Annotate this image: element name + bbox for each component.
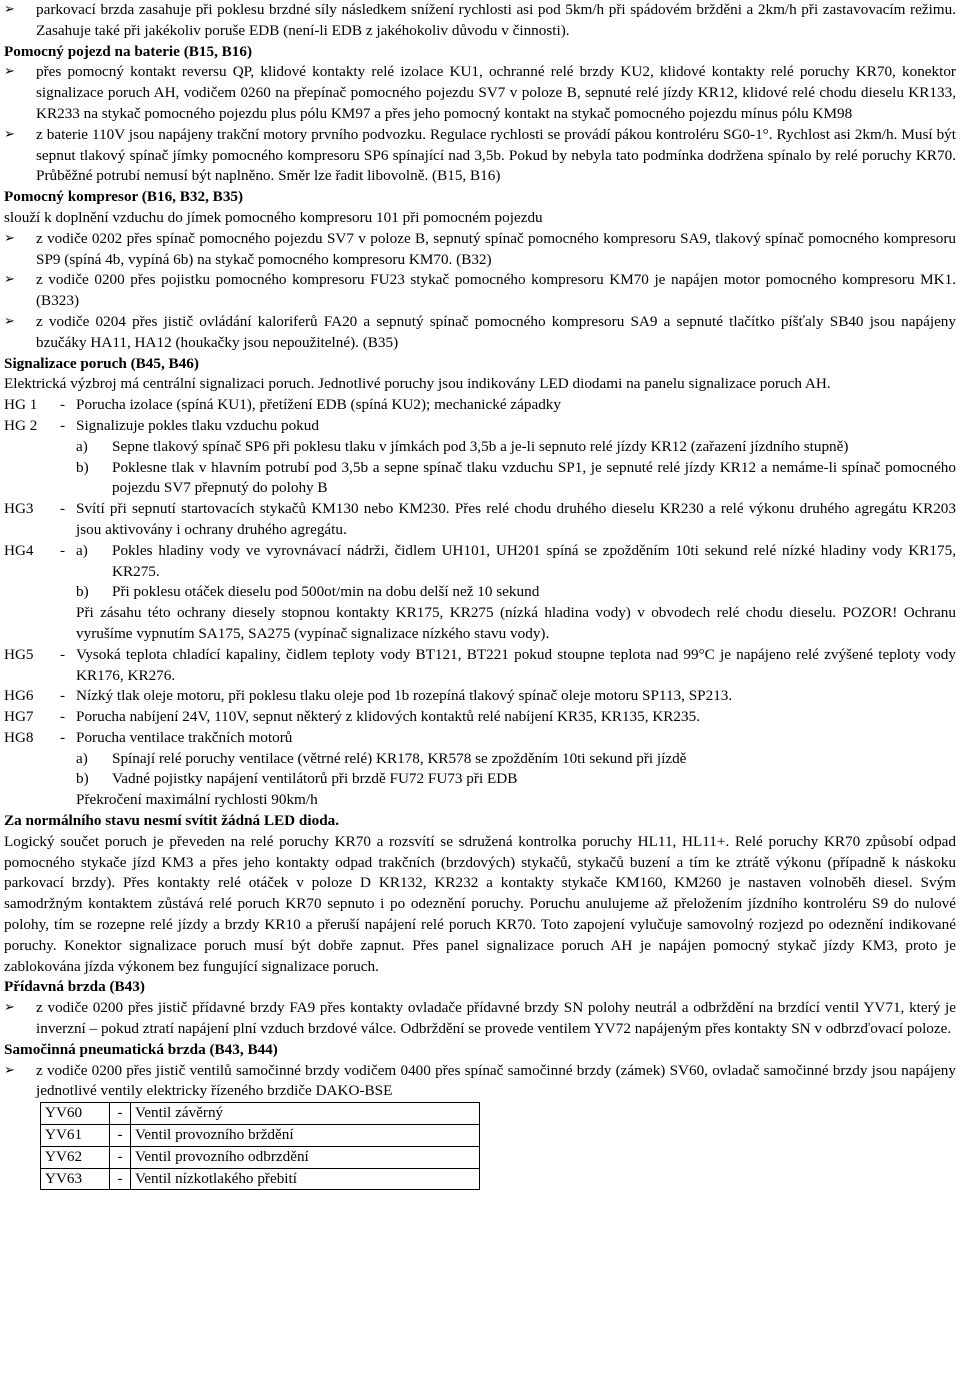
hg-text: Porucha nabíjení 24V, 110V, sepnut některý z klidových kontaktů relé nabíjení KR35, KR135, KR235. bbox=[76, 708, 701, 726]
table-row bbox=[41, 1103, 480, 1125]
hg-label: HG 2 bbox=[4, 416, 38, 434]
hg-item bbox=[4, 395, 956, 416]
dash: - bbox=[110, 1125, 131, 1147]
bullet-text: parkovací brzda zasahuje při poklesu brzdné síly následkem snížení rychlosti asi pod 5km/h při spádovém bržděni a 2km/h při zastavovacím režimu. Zasahuje také při jakékoliv poruše EDB (není-li EDB z jakéhokoliv důvodu v činnosti). bbox=[36, 1, 956, 39]
subitem-text: Pokles hladiny vody ve vyrovnávací nádrži, čidlem UH101, UH201 spíná se zpožděním 10ti sekund relé nízké hladiny vody KR175, KR275. bbox=[112, 541, 956, 580]
hg-text: Vysoká teplota chladící kapaliny, čidlem teploty vody BT121, BT221 pokud stoupne teplota nad 99°C je napájeno relé zvýšené teploty vody KR176, KR276. bbox=[76, 645, 956, 684]
subitem-text: Při poklesu otáček dieselu pod 500ot/min na dobu delší než 10 sekund bbox=[112, 583, 540, 601]
valve-description: Ventil nízkotlakého přebití bbox=[131, 1168, 480, 1190]
bullet-text: z baterie 110V jsou napájeny trakční motory prvního podvozku. Regulace rychlosti se provádí pákou kontroléru SG0-1°. Rychlost asi 2km/h. Musí být sepnut tlakový spínač jímky pomocného kompresoru SP6 spínající nad 3,5b. Pokud by nebyla tato podmínka dodržena spínalo by relé poruchy KR70. Průběžné potrubí nemusí být naplněno. Směr lze řadit libovolně. (B15, B16) bbox=[36, 125, 956, 185]
bullet-text: z vodiče 0200 přes jistič přídavné brzdy FA9 přes kontakty ovladače přídavné brzdy SN polohy neutrál a odbrždění na brzdící ventil YV71, který je inverzní – pokud ztratí napájení plní vzduch brzdové válce. Odbrždění se provede ventilem YV72 napájeným přes kontakty SN v odbrzďovací poloze. bbox=[36, 999, 956, 1038]
subitem-marker: a) bbox=[76, 437, 88, 455]
body-paragraph: Logický součet poruch je převeden na relé poruchy KR70 a rozsvítí se sdružená kontrolka poruchy HL11, HL11+. Relé poruchy KR70 způsobí odpad pomocného stykače jízd KM3 a přes jeho kontakty odpad trakčních (brzdových) stykačů, stykačů buzení a tím ke ztrátě výkonu (případně k náskoku parkovací brzdy). Přes kontakty relé otáček v poloze D KR132, KR232 a kontakty stykače KM160, KM260 je nastaven volnoběh diesel. Svým samodržným kontaktem zůstává relé poruch KR70 sepnuto i po odeznění poruchy. Poruchu anulujeme až přeložením jízdního kontroléru S9 do nulové polohy, tím se rozepne relé jízdy a brzdy KR10 a přeruší napájení relé poruch KR70. Toto zapojení vylučuje samovolný rozjezd po odeznění indikované poruchy. Konektor signalizace poruch musí být dobře zapnut. Přes panel signalizace poruch AH je napájen pomocný stykač jízdy KM3, proto je zablokována jízda výkonem bez fungující signalizace poruch. bbox=[4, 832, 956, 975]
dash: - bbox=[60, 687, 66, 705]
hg-item bbox=[4, 686, 956, 707]
bullet-text: z vodiče 0200 přes jistič ventilů samočinné brzdy vodičem 0400 přes spínač samočinné brzdy (zámek) SV60, ovladač samočinné brzdy jsou napájeny jednotlivé ventily elektricky řízeného brzdiče DAKO-BSE bbox=[36, 1061, 956, 1100]
subitem-text: Poklesne tlak v hlavním potrubí pod 3,5b a sepne spínač tlaku vzduchu SP1, je sepnuté relé jízdy KR12 a nemáme-li spínač pomocného pojezdu SV7 přepnutý do polohy B bbox=[112, 458, 956, 497]
arrowhead-bullet-icon: ➢ bbox=[4, 1000, 15, 1016]
subitem-marker: b) bbox=[76, 583, 89, 601]
hg-text: Svítí při sepnutí startovacích stykačů KM130 nebo KM230. Přes relé chodu druhého dieselu KR230 a relé výkonu druhého agregátu KR203 jsou aktivovány i ochrany druhého agregátu. bbox=[76, 500, 956, 538]
dash: - bbox=[60, 708, 66, 726]
section-heading: Přídavná brzda (B43) bbox=[4, 978, 145, 996]
arrowhead-bullet-icon: ➢ bbox=[4, 230, 15, 246]
hg-note: Při zásahu této ochrany diesely stopnou kontakty KR175, KR275 (nízká hladina vody) v obvodech relé chodu dieselu. POZOR! Ochranu vyrušíme vypnutím SA175, SA275 (vypínač signalizace nízkého stavu vody). bbox=[76, 604, 956, 642]
hg-text: Porucha ventilace trakčních motorů bbox=[76, 728, 293, 746]
hg-note: Překročení maximální rychlosti 90km/h bbox=[76, 791, 318, 809]
list-item bbox=[4, 270, 956, 312]
subitem-text: Sepne tlakový spínač SP6 při poklesu tlaku v jímkách pod 3,5b a je-li sepnuto relé jízdy KR12 (zařazení jízdního stupně) bbox=[112, 437, 849, 455]
valve-code: YV62 bbox=[41, 1146, 110, 1168]
subitem-marker: a) bbox=[76, 541, 88, 559]
hg-label: HG5 bbox=[4, 645, 34, 663]
arrowhead-bullet-icon: ➢ bbox=[4, 126, 15, 142]
table-row bbox=[41, 1168, 480, 1190]
hg-text: Porucha izolace (spíná KU1), přetížení EDB (spíná KU2); mechanické západky bbox=[76, 396, 561, 414]
bullet-text: z vodiče 0202 přes spínač pomocného pojezdu SV7 v poloze B, sepnutý spínač pomocného kompresoru SA9, tlakový spínač pomocného kompresoru SP9 (spíná 4b, vypíná 6b) na stykač pomocného kompresoru KM70. (B32) bbox=[36, 229, 956, 268]
hg-subitem bbox=[4, 749, 956, 770]
valve-table bbox=[40, 1102, 480, 1190]
hg-subitem bbox=[76, 541, 956, 583]
list-item bbox=[4, 312, 956, 354]
bullet-text: přes pomocný kontakt reversu QP, klidové kontakty relé izolace KU1, ochranné relé brzdy KU2, klidové kontakty relé poruchy KR70, konektor signalizace poruch AH, vodičem 0260 na přepínač pomocného pojezdu SV7 v poloze B, sepnuté relé jízdy KR12, klidové relé chodu dieselu KR133, KR233 na stykač pomocného pojezdu plus pólu KM97 a přes jeho pomocný kontakt na stykač pomocného pojezdu mínus pólu KM98 bbox=[36, 63, 956, 122]
dash: - bbox=[60, 500, 66, 518]
hg-label: HG3 bbox=[4, 500, 34, 518]
list-item bbox=[4, 229, 956, 271]
hg-subitem bbox=[4, 458, 956, 500]
section-heading: Signalizace poruch (B45, B46) bbox=[4, 354, 199, 372]
bullet-text: z vodiče 0200 přes pojistku pomocného kompresoru FU23 stykač pomocného kompresoru KM70 je napájen motor pomocného kompresoru MK1. (B323) bbox=[36, 271, 956, 310]
dash: - bbox=[60, 728, 66, 746]
arrowhead-bullet-icon: ➢ bbox=[4, 2, 15, 17]
dash: - bbox=[60, 416, 66, 434]
hg-label: HG 1 bbox=[4, 396, 38, 414]
dash: - bbox=[110, 1168, 131, 1190]
valve-code: YV61 bbox=[41, 1125, 110, 1147]
hg-subitem bbox=[4, 769, 956, 790]
dash: - bbox=[110, 1103, 131, 1125]
arrowhead-bullet-icon: ➢ bbox=[4, 1062, 15, 1078]
hg-text: Nízký tlak oleje motoru, při poklesu tlaku oleje pod 1b rozepíná tlakový spínač oleje motoru SP113, SP213. bbox=[76, 687, 733, 705]
hg-item bbox=[4, 728, 956, 749]
section-intro: slouží k doplnění vzduchu do jímek pomocného kompresoru 101 při pomocném pojezdu bbox=[4, 208, 543, 226]
arrowhead-bullet-icon: ➢ bbox=[4, 272, 15, 288]
valve-description: Ventil provozního odbrzdění bbox=[131, 1146, 480, 1168]
hg-subitem bbox=[4, 582, 956, 603]
valve-code: YV63 bbox=[41, 1168, 110, 1190]
subitem-text: Spínají relé poruchy ventilace (větrné relé) KR178, KR578 se zpožděním 10ti sekund při jízdě bbox=[112, 749, 687, 767]
hg-label: HG4 bbox=[4, 541, 34, 559]
table-row bbox=[41, 1125, 480, 1147]
list-item bbox=[4, 0, 956, 42]
table-row bbox=[41, 1146, 480, 1168]
section-intro: Elektrická výzbroj má centrální signalizaci poruch. Jednotlivé poruchy jsou indikovány LED diodami na panelu signalizace poruch AH. bbox=[4, 375, 831, 393]
list-item bbox=[4, 1061, 956, 1103]
subitem-marker: a) bbox=[76, 749, 88, 767]
dash: - bbox=[60, 396, 66, 414]
section-heading: Pomocný kompresor (B16, B32, B35) bbox=[4, 188, 244, 206]
hg-item bbox=[4, 499, 956, 541]
list-item bbox=[4, 125, 956, 187]
valve-code: YV60 bbox=[41, 1103, 110, 1125]
hg-label: HG7 bbox=[4, 708, 34, 726]
valve-description: Ventil provozního brždění bbox=[131, 1125, 480, 1147]
hg-item bbox=[4, 541, 956, 583]
warning-text: Za normálního stavu nesmí svítit žádná LED dioda. bbox=[4, 812, 340, 830]
arrowhead-bullet-icon: ➢ bbox=[4, 313, 15, 329]
dash: - bbox=[60, 541, 66, 559]
list-item bbox=[4, 998, 956, 1040]
hg-item bbox=[4, 645, 956, 687]
subitem-marker: b) bbox=[76, 458, 89, 476]
valve-description: Ventil závěrný bbox=[131, 1103, 480, 1125]
hg-subitem bbox=[4, 437, 956, 458]
hg-item bbox=[4, 707, 956, 728]
hg-item bbox=[4, 416, 956, 437]
list-item bbox=[4, 62, 956, 124]
subitem-text: Vadné pojistky napájení ventilátorů při brzdě FU72 FU73 při EDB bbox=[112, 770, 518, 788]
dash: - bbox=[110, 1146, 131, 1168]
arrowhead-bullet-icon: ➢ bbox=[4, 64, 15, 80]
hg-label: HG6 bbox=[4, 687, 34, 705]
subitem-marker: b) bbox=[76, 770, 89, 788]
bullet-text: z vodiče 0204 přes jistič ovládání kaloriferů FA20 a sepnutý spínač pomocného kompresoru SA9 a sepnuté tlačítko píšťaly SB40 jsou napájeny bzučáky HA11, HA12 (houkačky jsou nepoužitelné). (B35) bbox=[36, 312, 956, 351]
section-heading: Pomocný pojezd na baterie (B15, B16) bbox=[4, 42, 253, 60]
hg-label: HG8 bbox=[4, 728, 34, 746]
section-heading: Samočinná pneumatická brzda (B43, B44) bbox=[4, 1040, 278, 1058]
hg-text: Signalizuje pokles tlaku vzduchu pokud bbox=[76, 416, 319, 434]
dash: - bbox=[60, 645, 66, 663]
